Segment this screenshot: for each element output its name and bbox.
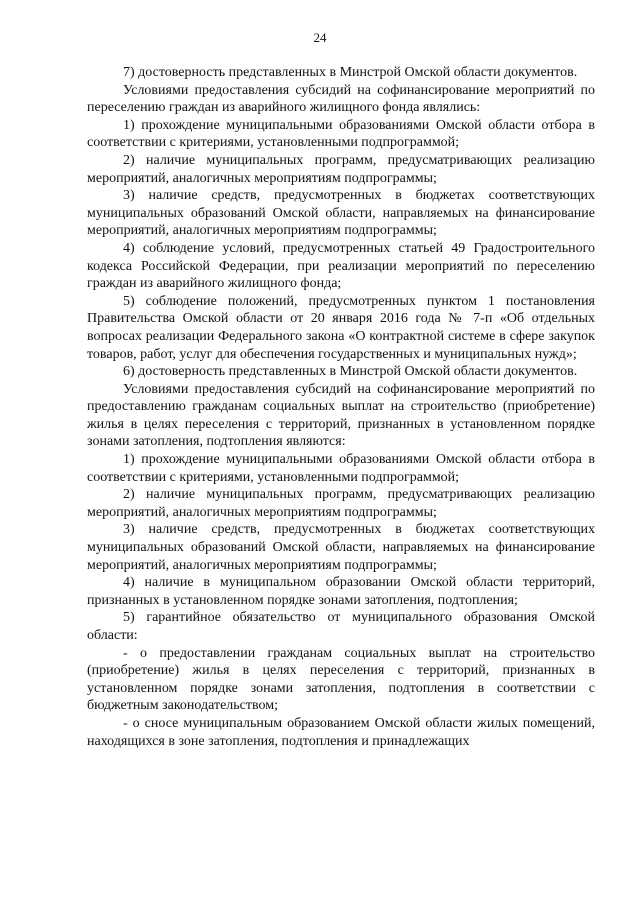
- paragraph: 3) наличие средств, предусмотренных в бюджетах соответствующих муниципальных образований Омской области, направляемых на финансирование мероприятий, аналогичных мероприятиям подпрограммы;: [87, 188, 595, 239]
- paragraph: 6) достоверность представленных в Минстрой Омской области документов.: [123, 364, 578, 380]
- paragraph: 1) прохождение муниципальными образованиями Омской области отбора в соответствии с критериями, установленными подпрограммой;: [87, 117, 595, 151]
- paragraph: 2) наличие муниципальных программ, предусматривающих реализацию мероприятий, аналогичных мероприятиям подпрограммы;: [87, 152, 595, 186]
- paragraph: 4) соблюдение условий, предусмотренных статьей 49 Градостроительного кодекса Российской Федерации, при реализации мероприятий по переселению граждан из аварийного жилищного фонда;: [87, 240, 595, 292]
- paragraph: 7) достоверность представленных в Минстрой Омской области документов.: [123, 65, 578, 80]
- paragraph: - о сносе муниципальным образованием Омской области жилых помещений, находящихся в зоне затопления, подтопления и принадлежащих: [87, 715, 595, 749]
- paragraph: 2) наличие муниципальных программ, предусматривающих реализацию мероприятий, аналогичных мероприятиям подпрограммы;: [87, 487, 595, 520]
- paragraph: Условиями предоставления субсидий на софинансирование мероприятий по переселению граждан из аварийного жилищного фонда являлись:: [87, 82, 595, 116]
- paragraph: 5) гарантийное обязательство от муниципального образования Омской области:: [87, 610, 595, 643]
- paragraph: 1) прохождение муниципальными образованиями Омской области отбора в соответствии с критериями, установленными подпрограммой;: [87, 452, 595, 485]
- paragraph: Условиями предоставления субсидий на софинансирование мероприятий по предоставлению гражданам социальных выплат на строительство (приобретение) жилья в целях переселения с территорий, признанных в установленном порядке зонами затопления, подтопления являются:: [87, 381, 595, 450]
- paragraph: - о предоставлении гражданам социальных выплат на строительство (приобретение) жилья в целях переселения с территорий, признанных в установленном порядке зонами затопления, подтопления в соответствии с бюджетным законодательством;: [87, 645, 595, 714]
- paragraph: 3) наличие средств, предусмотренных в бюджетах соответствующих муниципальных образований Омской области, направляемых на финансирование мероприятий, аналогичных мероприятиям подпрограммы;: [87, 522, 595, 573]
- document-body: [87, 64, 595, 750]
- paragraph: 4) наличие в муниципальном образовании Омской области территорий, признанных в установленном порядке зонами затопления, подтопления;: [87, 575, 595, 608]
- paragraph: 5) соблюдение положений, предусмотренных пунктом 1 постановления Правительства Омской области от 20 января 2016 года № 7-п «Об отдельных вопросах реализации Федерального закона «О контрактной системе в сфере закупок товаров, работ, услуг для обеспечения государственных и муниципальных нужд»;: [87, 293, 595, 362]
- page-number: 24: [313, 30, 327, 45]
